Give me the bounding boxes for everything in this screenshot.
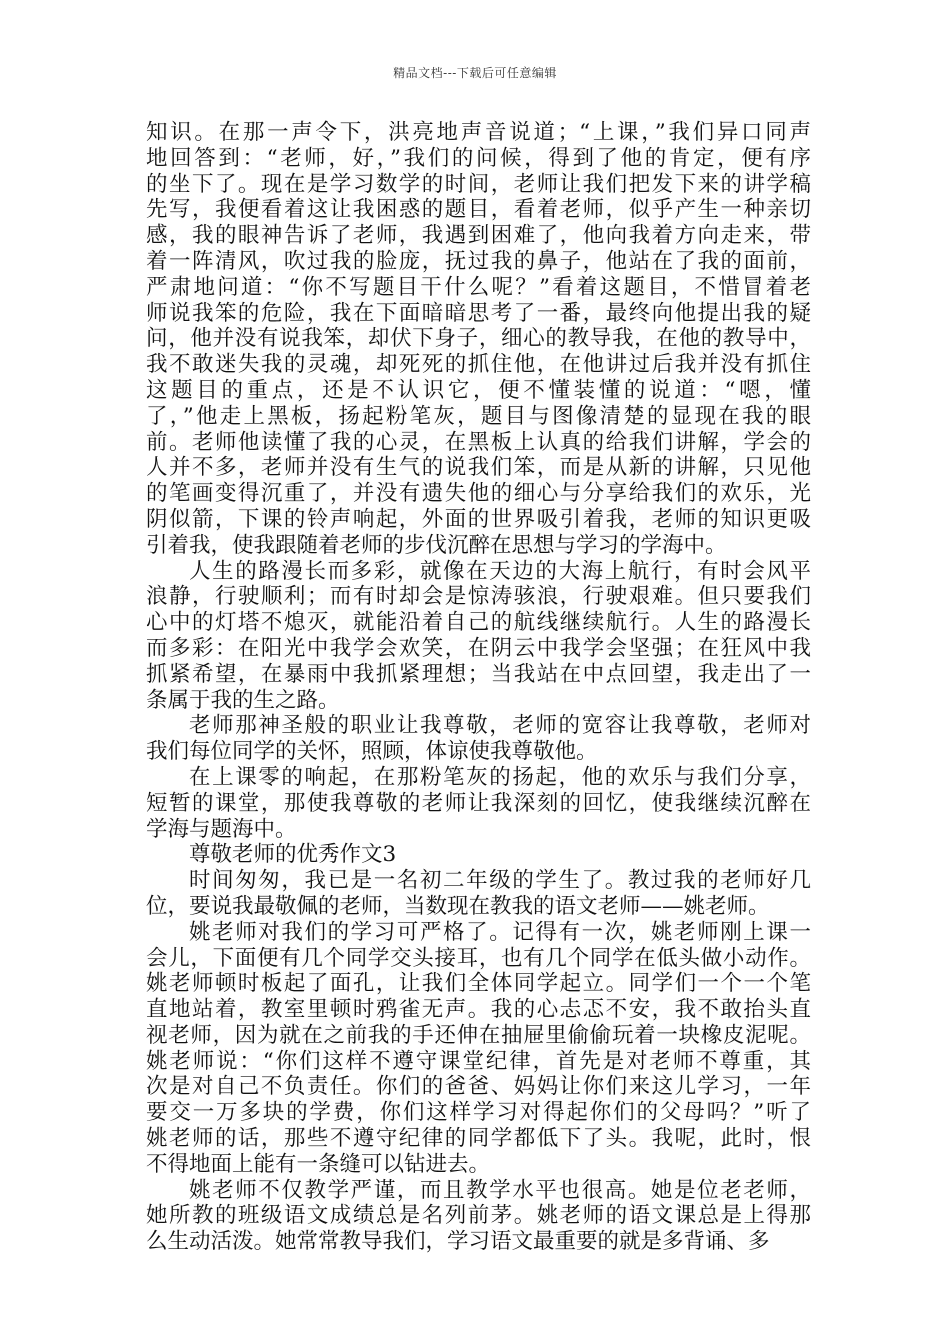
text-line: 了，”他走上黑板，扬起粉笔灰，题目与图像清楚的显现在我的眼 — [146, 403, 811, 429]
page-header: 精品文档---下载后可任意编辑 — [393, 66, 557, 80]
text-line: 么生动活泼。她常常教导我们，学习语文最重要的就是多背诵、多 — [146, 1229, 770, 1255]
text-line: 姚老师说：“你们这样不遵守课堂纪律，首先是对老师不尊重，其 — [146, 1048, 811, 1074]
text-line: 直地站着，教室里顿时鸦雀无声。我的心忐忑不安，我不敢抬头直 — [146, 997, 811, 1023]
paragraph — [146, 842, 811, 868]
paragraph — [146, 765, 811, 842]
text-line: 人并不多，老师并没有生气的说我们笨，而是从新的讲解，只见他 — [146, 455, 811, 481]
text-line: 次是对自己不负责任。你们的爸爸、妈妈让你们来这儿学习，一年 — [146, 1074, 811, 1100]
text-line: 感，我的眼神告诉了老师，我遇到困难了，他向我着方向走来，带 — [146, 223, 811, 249]
text-line: 在上课零的响起，在那粉笔灰的扬起，他的欢乐与我们分享， — [189, 764, 811, 790]
paragraph — [146, 559, 811, 714]
text-line: 尊敬老师的优秀作文3 — [189, 842, 397, 868]
text-line: 我不敢迷失我的灵魂，却死死的抓住他，在他讲过后我并没有抓住 — [146, 352, 811, 378]
paragraph — [146, 120, 811, 559]
text-line: 师说我笨的危险，我在下面暗暗思考了一番，最终向他提出我的疑 — [146, 300, 811, 326]
paragraph — [146, 713, 811, 765]
text-line: 学海与题海中。 — [146, 816, 297, 842]
text-line: 严肃地问道：“你不写题目干什么呢？”看着这题目，不惜冒着老 — [146, 274, 811, 300]
text-line: 而多彩：在阳光中我学会欢笑，在阴云中我学会坚强；在狂风中我 — [146, 635, 811, 661]
text-line: 条属于我的生之路。 — [146, 687, 340, 713]
text-line: 位，要说我最敬佩的老师，当数现在教我的语文老师——姚老师。 — [146, 893, 770, 919]
text-line: 心中的灯塔不熄灭，就能沿着自己的航线继续航行。人生的路漫长 — [146, 610, 811, 636]
text-line: 地回答到：“老师，好，”我们的问候，得到了他的肯定，便有序 — [146, 145, 811, 171]
paragraph — [146, 920, 811, 1178]
text-line: 短暂的课堂，那使我尊敬的老师让我深刻的回忆，使我继续沉醉在 — [146, 790, 811, 816]
text-line: 她所教的班级语文成绩总是名列前茅。姚老师的语文课总是上得那 — [146, 1203, 811, 1229]
text-line: 老师那神圣般的职业让我尊敬，老师的宽容让我尊敬，老师对 — [189, 713, 811, 739]
text-line: 知识。在那一声令下，洪亮地声音说道；“上课，”我们异口同声 — [146, 120, 811, 145]
text-line: 会儿，下面便有几个同学交头接耳，也有几个同学在低头做小动作。 — [146, 945, 811, 971]
paragraph — [146, 868, 811, 920]
text-line: 着一阵清风，吹过我的脸庞，抚过我的鼻子，他站在了我的面前， — [146, 248, 811, 274]
text-line: 不得地面上能有一条缝可以钻进去。 — [146, 1151, 491, 1177]
text-line: 问，他并没有说我笨，却伏下身子，细心的教导我，在他的教导中， — [146, 326, 811, 352]
text-line: 浪静，行驶顺利；而有时却会是惊涛骇浪，行驶艰难。但只要我们 — [146, 584, 811, 610]
text-line: 抓紧希望，在暴雨中我抓紧理想；当我站在中点回望，我走出了一 — [146, 661, 811, 687]
text-line: 视老师，因为就在之前我的手还伸在抽屉里偷偷玩着一块橡皮泥呢。 — [146, 1022, 811, 1048]
document-body — [146, 120, 811, 1255]
text-line: 时间匆匆，我已是一名初二年级的学生了。教过我的老师好几 — [189, 868, 811, 894]
text-line: 的坐下了。现在是学习数学的时间，老师让我们把发下来的讲学稿 — [146, 171, 811, 197]
text-line: 姚老师对我们的学习可严格了。记得有一次，姚老师刚上课一 — [189, 919, 811, 945]
text-line: 这题目的重点，还是不认识它，便不懂装懂的说道：“嗯，懂 — [146, 377, 811, 403]
text-line: 先写，我便看着这让我困惑的题目，看着老师，似乎产生一种亲切 — [146, 197, 811, 223]
text-line: 我们每位同学的关怀，照顾，体谅使我尊敬他。 — [146, 739, 598, 765]
text-line: 阴似箭，下课的铃声响起，外面的世界吸引着我，老师的知识更吸 — [146, 506, 811, 532]
text-line: 前。老师他读懂了我的心灵，在黑板上认真的给我们讲解，学会的 — [146, 429, 811, 455]
text-line: 要交一万多块的学费，你们这样学习对得起你们的父母吗？”听了 — [146, 1100, 811, 1126]
text-line: 姚老师不仅教学严谨，而且教学水平也很高。她是位老老师， — [189, 1177, 811, 1203]
text-line: 的笔画变得沉重了，并没有遗失他的细心与分享给我们的欢乐，光 — [146, 481, 811, 507]
text-line: 姚老师的话，那些不遵守纪律的同学都低下了头。我呢，此时，恨 — [146, 1126, 811, 1152]
text-line: 姚老师顿时板起了面孔，让我们全体同学起立。同学们一个一个笔 — [146, 971, 811, 997]
paragraph — [146, 1178, 811, 1255]
text-line: 引着我，使我跟随着老师的步伐沉醉在思想与学习的学海中。 — [146, 532, 727, 558]
text-line: 人生的路漫长而多彩，就像在天边的大海上航行，有时会风平 — [189, 558, 811, 584]
